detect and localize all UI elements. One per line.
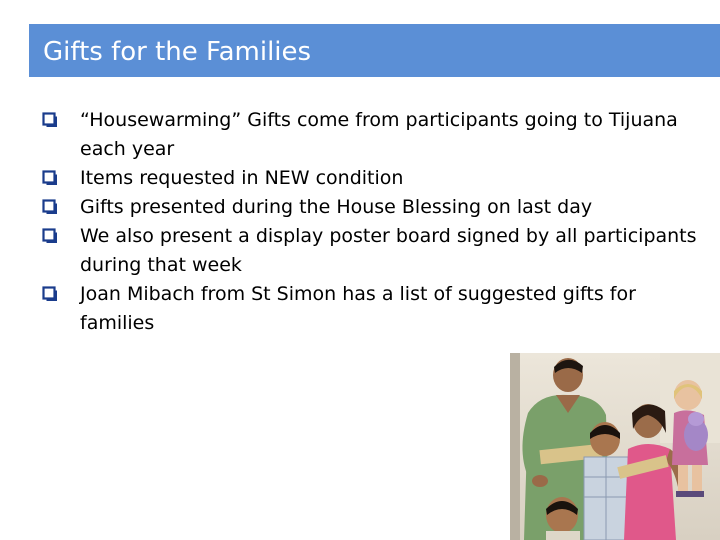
checkbox-icon [42,228,58,244]
bullet-list [42,106,712,338]
bullet-item [42,106,712,164]
checkbox-icon [42,170,58,186]
checkbox-icon [42,112,58,128]
bullet-text: Joan Mibach from St Simon has a list of suggested gifts for families [80,283,636,334]
bullet-text: Gifts presented during the House Blessing on last day [80,196,593,218]
checkbox-icon [42,286,58,302]
bullet-item [42,193,712,222]
bullet-text: We also present a display poster board signed by all participants during that week [80,225,697,276]
family-photo-illustration [510,353,720,540]
slide-title: Gifts for the Families [43,37,312,67]
bullet-item [42,222,712,280]
bullet-text: Items requested in NEW condition [80,167,404,189]
bullet-text: “Housewarming” Gifts come from participants going to Tijuana each year [80,109,678,160]
title-bar [29,24,720,77]
bullet-item [42,280,712,338]
checkbox-icon [42,199,58,215]
bullet-item [42,164,712,193]
family-photo [510,353,720,540]
